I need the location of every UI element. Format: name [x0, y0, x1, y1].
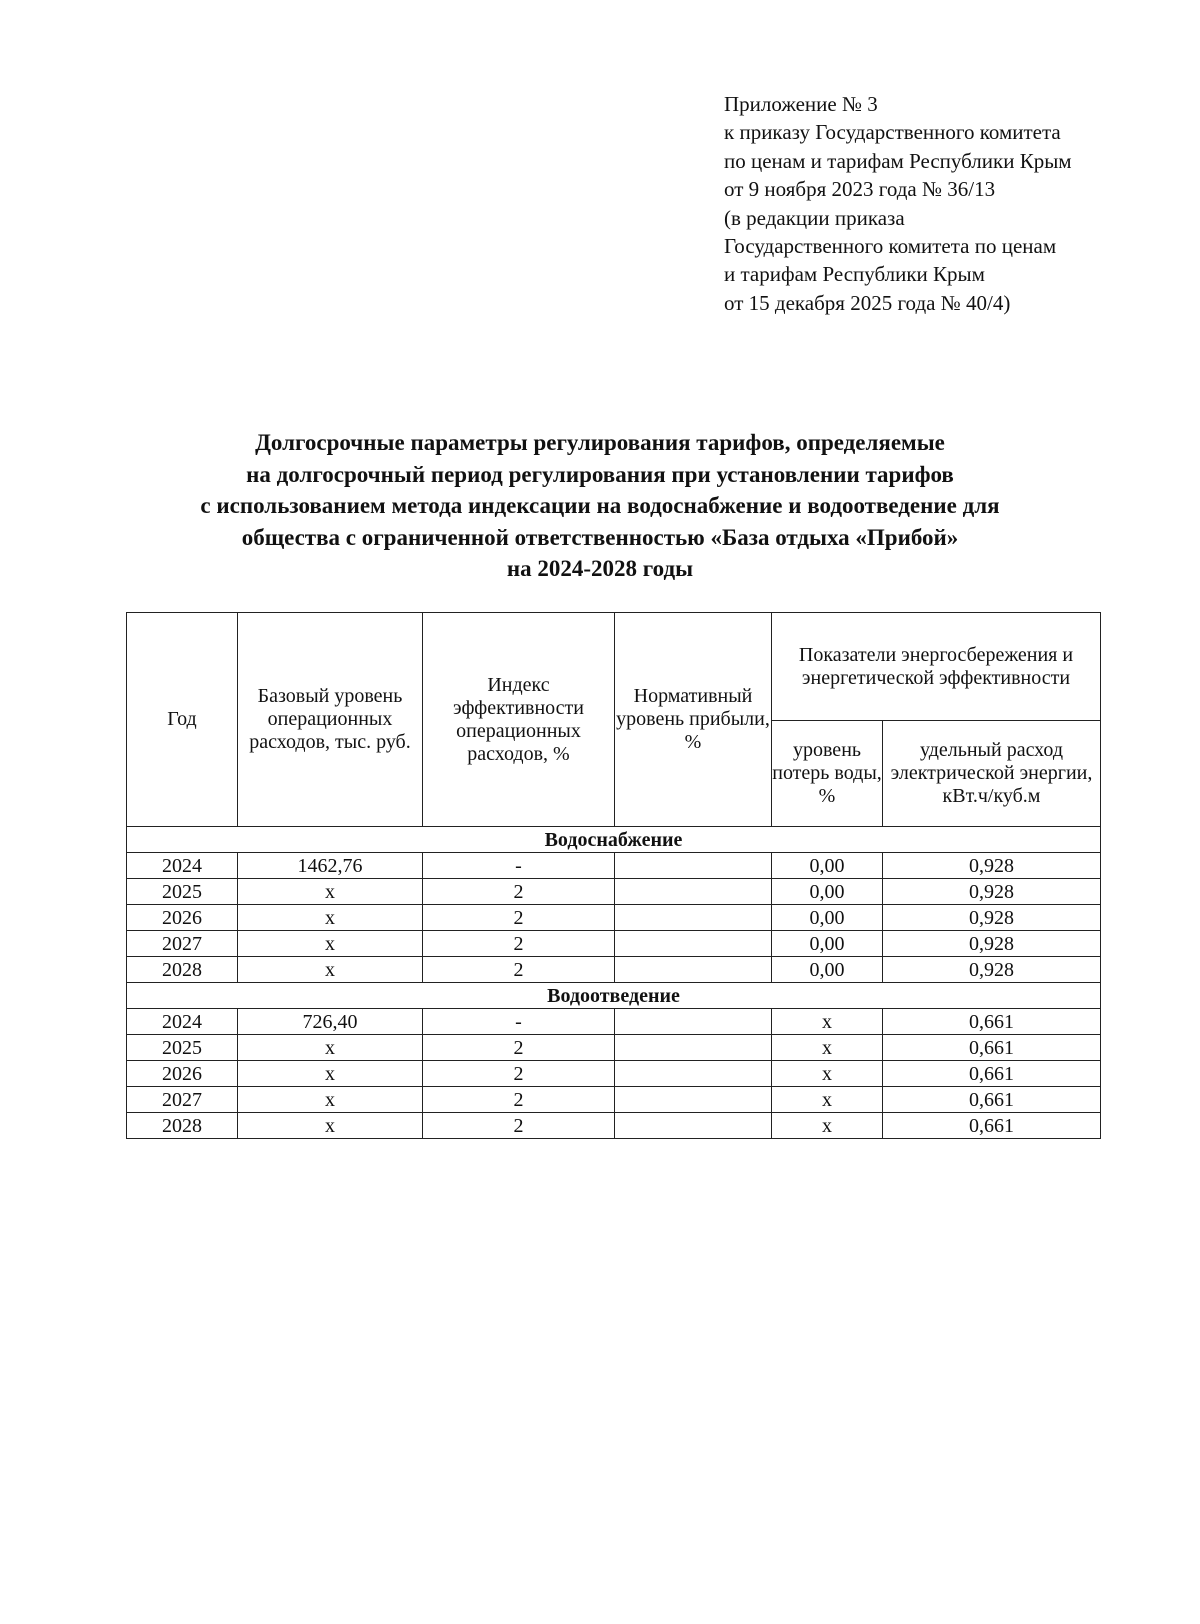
appendix-line: (в редакции приказа — [724, 205, 905, 230]
table-row — [127, 1113, 1101, 1139]
header-profit-level: Нормативный уровень прибыли, % — [615, 613, 772, 827]
cell-profit-level — [615, 1035, 772, 1061]
cell-year: 2024 — [127, 1009, 238, 1035]
cell-water-loss: х — [772, 1087, 883, 1113]
cell-base-level: 726,40 — [238, 1009, 423, 1035]
table-row — [127, 1009, 1101, 1035]
cell-water-loss: х — [772, 1061, 883, 1087]
cell-base-level: х — [238, 931, 423, 957]
cell-electricity: 0,661 — [883, 1061, 1101, 1087]
cell-year: 2024 — [127, 853, 238, 879]
appendix-line: от 9 ноября 2023 года № 36/13 — [724, 177, 996, 202]
cell-electricity: 0,928 — [883, 879, 1101, 905]
cell-efficiency-index: - — [423, 1009, 615, 1035]
cell-profit-level — [615, 853, 772, 879]
appendix-line: Приложение № 3 — [724, 92, 878, 116]
cell-efficiency-index: 2 — [423, 879, 615, 905]
cell-efficiency-index: 2 — [423, 1087, 615, 1113]
cell-base-level: х — [238, 879, 423, 905]
cell-profit-level — [615, 957, 772, 983]
document-title — [60, 427, 1140, 585]
cell-year: 2026 — [127, 1061, 238, 1087]
tariff-parameters-table — [126, 612, 1101, 1139]
header-electricity: удельный расход электрической энергии, кВт.ч/куб.м — [883, 721, 1101, 827]
cell-year: 2028 — [127, 1113, 238, 1139]
appendix-line: к приказу Государственного комитета — [724, 120, 1061, 145]
table-row — [127, 931, 1101, 957]
cell-electricity: 0,661 — [883, 1009, 1101, 1035]
cell-base-level: х — [238, 1061, 423, 1087]
cell-year: 2027 — [127, 931, 238, 957]
section-row — [127, 983, 1101, 1009]
cell-water-loss: 0,00 — [772, 905, 883, 931]
cell-profit-level — [615, 905, 772, 931]
section-row — [127, 827, 1101, 853]
cell-efficiency-index: - — [423, 853, 615, 879]
cell-efficiency-index: 2 — [423, 957, 615, 983]
table-row — [127, 1087, 1101, 1113]
cell-year: 2028 — [127, 957, 238, 983]
appendix-reference — [724, 90, 1164, 317]
cell-electricity: 0,928 — [883, 931, 1101, 957]
cell-year: 2026 — [127, 905, 238, 931]
cell-profit-level — [615, 1061, 772, 1087]
cell-electricity: 0,928 — [883, 853, 1101, 879]
cell-year: 2025 — [127, 879, 238, 905]
cell-water-loss: х — [772, 1009, 883, 1035]
cell-water-loss: 0,00 — [772, 879, 883, 905]
table-row — [127, 957, 1101, 983]
appendix-line: Государственного комитета по ценам — [724, 234, 1057, 259]
cell-base-level: х — [238, 1113, 423, 1139]
cell-electricity: 0,928 — [883, 957, 1101, 983]
cell-water-loss: х — [772, 1113, 883, 1139]
cell-year: 2025 — [127, 1035, 238, 1061]
cell-base-level: х — [238, 1035, 423, 1061]
title-line: общества с ограниченной ответственностью «База отдыха «Прибой» — [241, 524, 959, 550]
cell-electricity: 0,661 — [883, 1035, 1101, 1061]
title-line: Долгосрочные параметры регулирования тарифов, определяемые — [255, 430, 945, 455]
table-row — [127, 879, 1101, 905]
header-energy-group: Показатели энергосбережения и энергетической эффективности — [772, 613, 1101, 721]
cell-water-loss: 0,00 — [772, 931, 883, 957]
cell-efficiency-index: 2 — [423, 1035, 615, 1061]
cell-base-level: х — [238, 957, 423, 983]
cell-profit-level — [615, 879, 772, 905]
section-water-disposal: Водоотведение — [127, 983, 1101, 1009]
table-row — [127, 1035, 1101, 1061]
header-year: Год — [127, 613, 238, 827]
table-row — [127, 853, 1101, 879]
header-base-level: Базовый уровень операционных расходов, тыс. руб. — [238, 613, 423, 827]
cell-base-level: х — [238, 1087, 423, 1113]
cell-base-level: 1462,76 — [238, 853, 423, 879]
table-row — [127, 1061, 1101, 1087]
cell-electricity: 0,661 — [883, 1087, 1101, 1113]
appendix-line: по ценам и тарифам Республики Крым — [724, 148, 1072, 173]
cell-efficiency-index: 2 — [423, 931, 615, 957]
cell-year: 2027 — [127, 1087, 238, 1113]
title-line: с использованием метода индексации на водоснабжение и водоотведение для — [200, 493, 1000, 518]
title-line: на 2024-2028 годы — [506, 556, 694, 581]
appendix-line: от 15 декабря 2025 года № 40/4) — [724, 290, 1011, 315]
cell-efficiency-index: 2 — [423, 1113, 615, 1139]
cell-electricity: 0,661 — [883, 1113, 1101, 1139]
cell-efficiency-index: 2 — [423, 1061, 615, 1087]
cell-profit-level — [615, 1113, 772, 1139]
cell-profit-level — [615, 1009, 772, 1035]
cell-water-loss: х — [772, 1035, 883, 1061]
header-water-loss: уровень потерь воды, % — [772, 721, 883, 827]
header-row — [127, 613, 1101, 721]
table-row — [127, 905, 1101, 931]
cell-profit-level — [615, 1087, 772, 1113]
cell-electricity: 0,928 — [883, 905, 1101, 931]
cell-efficiency-index: 2 — [423, 905, 615, 931]
section-water-supply: Водоснабжение — [127, 827, 1101, 853]
cell-base-level: х — [238, 905, 423, 931]
cell-profit-level — [615, 931, 772, 957]
appendix-line: и тарифам Республики Крым — [724, 262, 985, 287]
cell-water-loss: 0,00 — [772, 957, 883, 983]
title-line: на долгосрочный период регулирования при установлении тарифов — [246, 461, 954, 487]
cell-water-loss: 0,00 — [772, 853, 883, 879]
header-efficiency-index: Индекс эффективности операционных расходов, % — [423, 613, 615, 827]
